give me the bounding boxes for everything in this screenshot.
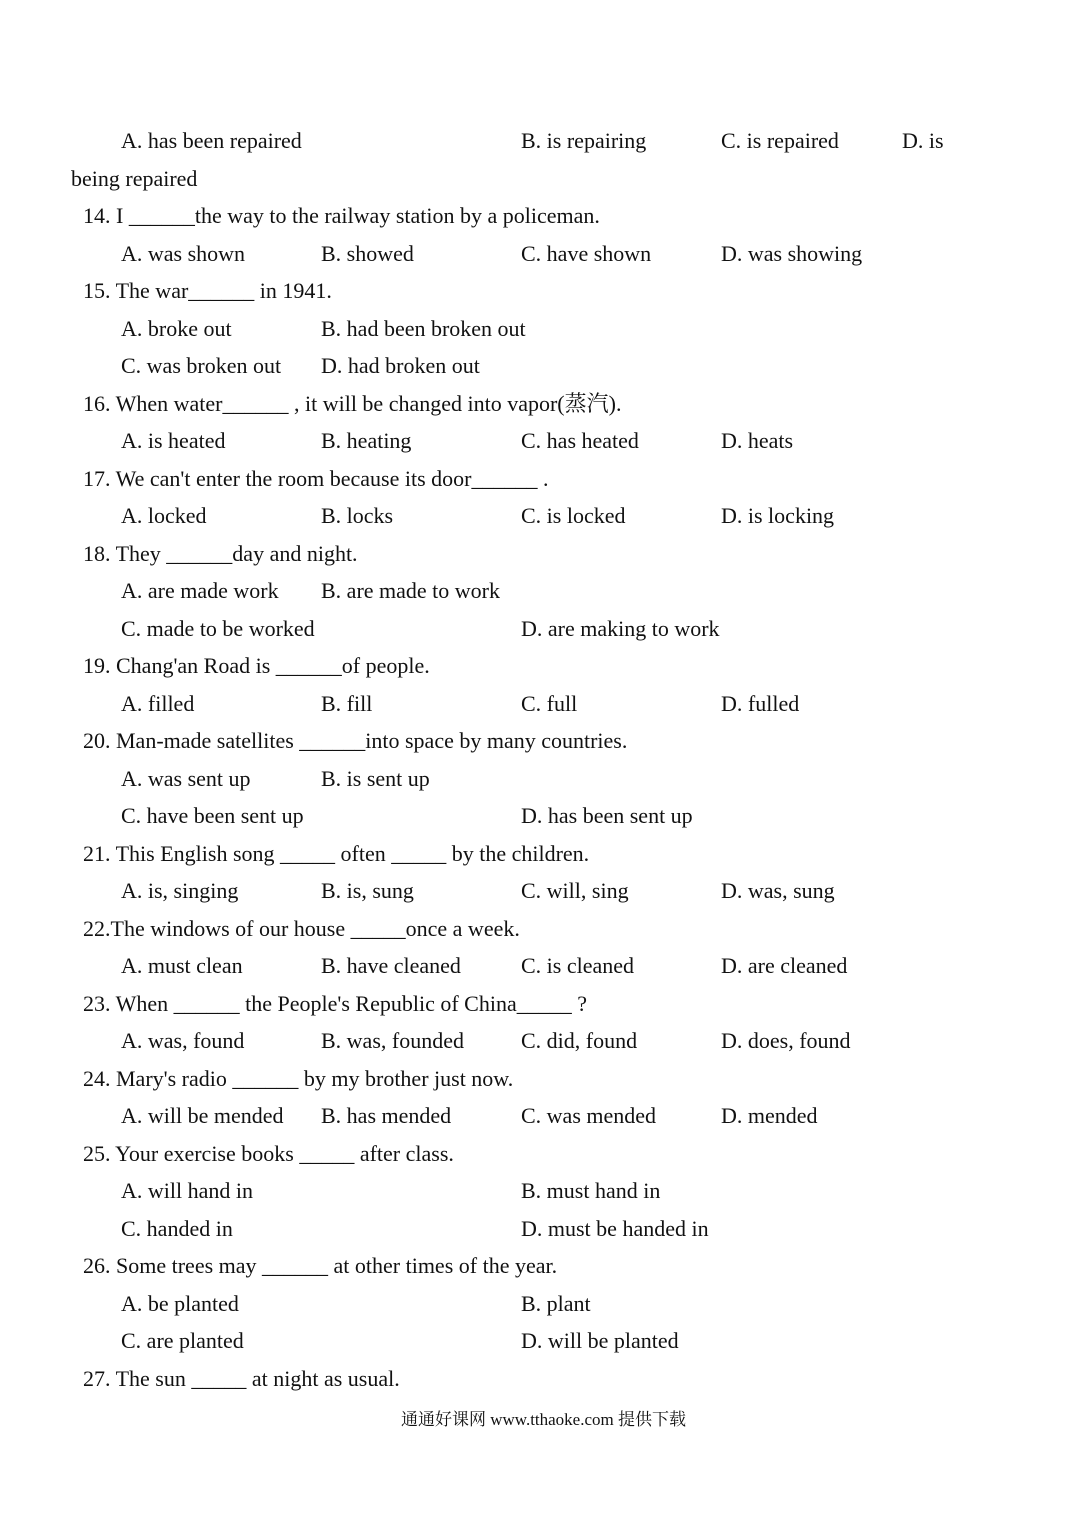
q16-option-d: D. heats: [721, 428, 794, 453]
q20-option-c: C. have been sent up: [121, 803, 304, 828]
q25-stem: 25. Your exercise books _____ after class.: [83, 1141, 454, 1166]
q26-stem: 26. Some trees may ______ at other times of the year.: [83, 1253, 558, 1278]
q24-option-d: D. mended: [721, 1103, 818, 1128]
q23-option-c: C. did, found: [521, 1028, 638, 1053]
q24-option-b: B. has mended: [321, 1103, 452, 1128]
q17-option-b: B. locks: [321, 503, 394, 528]
q25-option-c: C. handed in: [121, 1216, 233, 1241]
q24-option-a: A. will be mended: [121, 1103, 284, 1128]
q19-stem: 19. Chang'an Road is ______of people.: [83, 653, 430, 678]
q22-option-c: C. is cleaned: [521, 953, 635, 978]
q17-stem: 17. We can't enter the room because its door______ .: [83, 466, 549, 491]
q13-option-d: D. is: [902, 128, 944, 153]
q21-option-a: A. is, singing: [121, 878, 239, 903]
q15-stem: 15. The war______ in 1941.: [83, 278, 332, 303]
q18-option-c: C. made to be worked: [121, 616, 315, 641]
q15-option-a: A. broke out: [121, 316, 232, 341]
q18-option-b: B. are made to work: [321, 578, 500, 603]
q14-option-a: A. was shown: [121, 241, 246, 266]
q15-option-d: D. had broken out: [321, 353, 480, 378]
q17-option-a: A. locked: [121, 503, 207, 528]
q22-option-d: D. are cleaned: [721, 953, 848, 978]
q16-option-a: A. is heated: [121, 428, 226, 453]
q26-option-c: C. are planted: [121, 1328, 244, 1353]
q23-stem: 23. When ______ the People's Republic of China_____ ?: [83, 991, 587, 1016]
q18-option-a: A. are made work: [121, 578, 279, 603]
q23-option-b: B. was, founded: [321, 1028, 464, 1053]
q17-option-d: D. is locking: [721, 503, 835, 528]
q20-stem: 20. Man-made satellites ______into space by many countries.: [83, 728, 628, 753]
q26-option-a: A. be planted: [121, 1291, 239, 1316]
q26-option-b: B. plant: [521, 1291, 591, 1316]
q22-option-b: B. have cleaned: [321, 953, 461, 978]
q14-stem: 14. I ______the way to the railway station by a policeman.: [83, 203, 600, 228]
q21-option-c: C. will, sing: [521, 878, 629, 903]
q13-option-a: A. has been repaired: [121, 128, 302, 153]
q20-option-a: A. was sent up: [121, 766, 251, 791]
q16-option-b: B. heating: [321, 428, 412, 453]
q14-option-c: C. have shown: [521, 241, 652, 266]
q14-option-d: D. was showing: [721, 241, 863, 266]
q25-option-b: B. must hand in: [521, 1178, 661, 1203]
q19-option-a: A. filled: [121, 691, 195, 716]
q15-option-c: C. was broken out: [121, 353, 282, 378]
q26-option-d: D. will be planted: [521, 1328, 679, 1353]
q24-option-c: C. was mended: [521, 1103, 657, 1128]
q21-option-b: B. is, sung: [321, 878, 414, 903]
q23-option-d: D. does, found: [721, 1028, 851, 1053]
q13-option-b: B. is repairing: [521, 128, 647, 153]
q24-stem: 24. Mary's radio ______ by my brother just now.: [83, 1066, 514, 1091]
q18-option-d: D. are making to work: [521, 616, 720, 641]
q27-stem: 27. The sun _____ at night as usual.: [83, 1366, 400, 1391]
q20-option-d: D. has been sent up: [521, 803, 693, 828]
q15-option-b: B. had been broken out: [321, 316, 526, 341]
q18-stem: 18. They ______day and night.: [83, 541, 358, 566]
q21-option-d: D. was, sung: [721, 878, 835, 903]
q21-stem: 21. This English song _____ often _____ by the children.: [83, 841, 590, 866]
q19-option-d: D. fulled: [721, 691, 800, 716]
q16-option-c: C. has heated: [521, 428, 639, 453]
q17-option-c: C. is locked: [521, 503, 626, 528]
q22-stem: 22.The windows of our house _____once a week.: [83, 916, 520, 941]
q14-option-b: B. showed: [321, 241, 414, 266]
q20-option-b: B. is sent up: [321, 766, 430, 791]
q25-option-d: D. must be handed in: [521, 1216, 709, 1241]
q19-option-c: C. full: [521, 691, 578, 716]
q16-stem: 16. When water______ , it will be changed into vapor(蒸汽).: [83, 391, 622, 416]
page-footer: 通通好课网 www.tthaoke.com 提供下载: [400, 1410, 687, 1429]
q23-option-a: A. was, found: [121, 1028, 245, 1053]
q13-option-c: C. is repaired: [721, 128, 839, 153]
q25-option-a: A. will hand in: [121, 1178, 253, 1203]
q19-option-b: B. fill: [321, 691, 373, 716]
q13-option-d-wrap: being repaired: [71, 166, 198, 191]
q22-option-a: A. must clean: [121, 953, 243, 978]
